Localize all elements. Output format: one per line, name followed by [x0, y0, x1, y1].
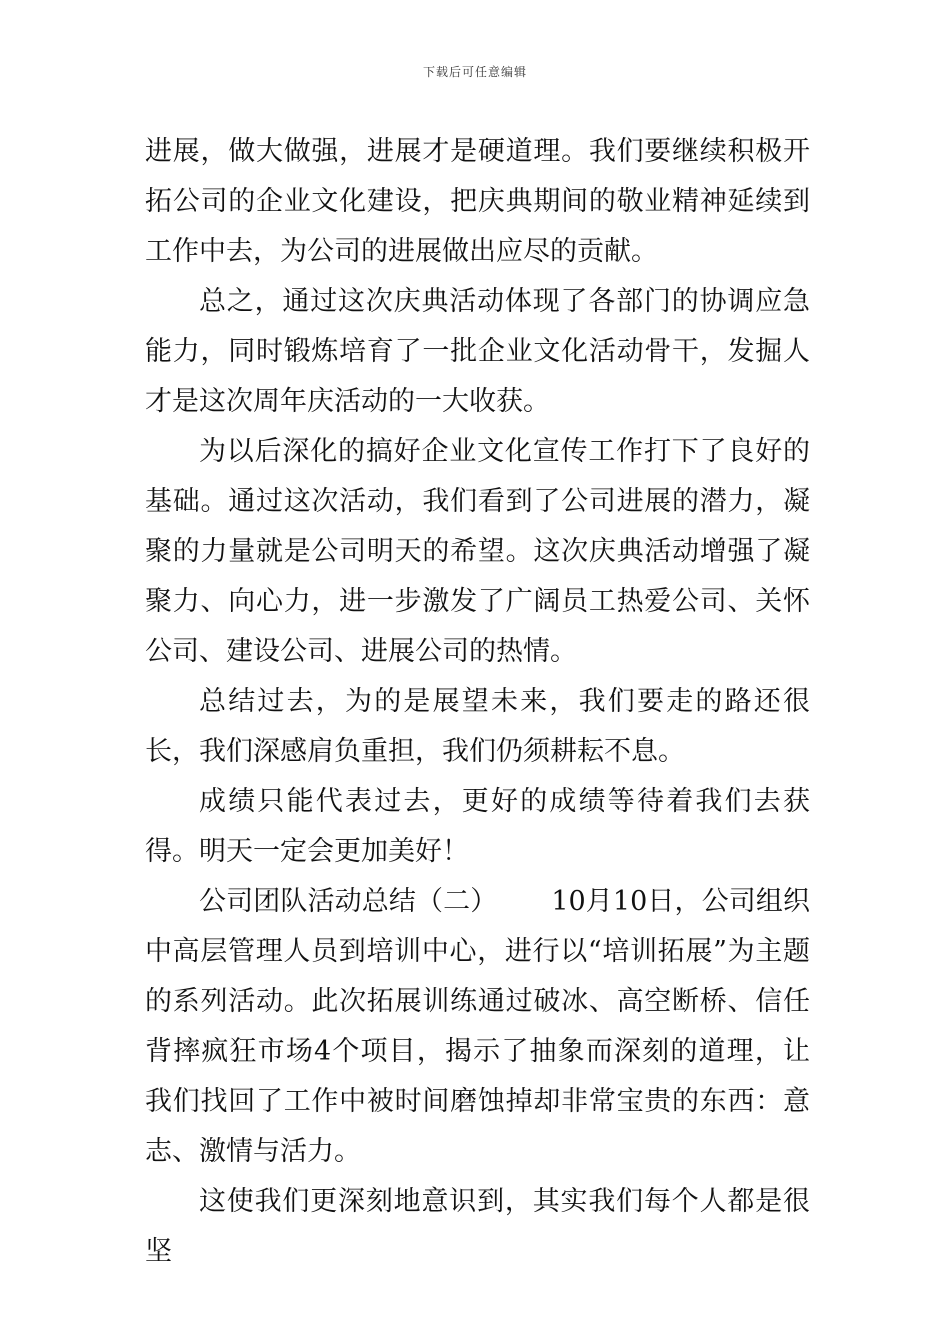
paragraph-section-two	[145, 877, 810, 1177]
paragraph-closing: 这使我们更深刻地意识到，其实我们每个人都是很坚	[145, 1186, 810, 1267]
paragraph-continuation: 进展，做大做强，进展才是硬道理。我们要继续积极开拓公司的企业文化建设，把庆典期间的敬业精神延续到工作中去，为公司的进展做出应尽的贡献。	[145, 136, 810, 267]
section-body: 10月10日，公司组织中高层管理人员到培训中心，进行以“培训拓展”为主题的系列活动。此次拓展训练通过破冰、高空断桥、信任背摔疯狂市场4个项目，揭示了抽象而深刻的道理，让我们找回了工作中被时间磨蚀掉却非常宝贵的东西：意志、激情与活力。	[145, 886, 811, 1167]
page-header: 下载后可任意编辑	[422, 65, 527, 79]
paragraph-achievement: 成绩只能代表过去，更好的成绩等待着我们去获得。明天一定会更加美好！	[145, 786, 810, 867]
paragraph-foundation: 为以后深化的搞好企业文化宣传工作打下了良好的基础。通过这次活动，我们看到了公司进展的潜力，凝聚的力量就是公司明天的希望。这次庆典活动增强了凝聚力、向心力，进一步激发了广阔员工热爱公司、关怀公司、建设公司、进展公司的热情。	[145, 436, 810, 667]
paragraph-summary: 总之，通过这次庆典活动体现了各部门的协调应急能力，同时锻炼培育了一批企业文化活动骨干，发掘人才是这次周年庆活动的一大收获。	[145, 286, 810, 417]
document-body	[145, 127, 810, 1277]
paragraph-future: 总结过去，为的是展望未来，我们要走的路还很长，我们深感肩负重担，我们仍须耕耘不息。	[145, 686, 810, 767]
section-title: 公司团队活动总结（二）	[199, 886, 498, 917]
